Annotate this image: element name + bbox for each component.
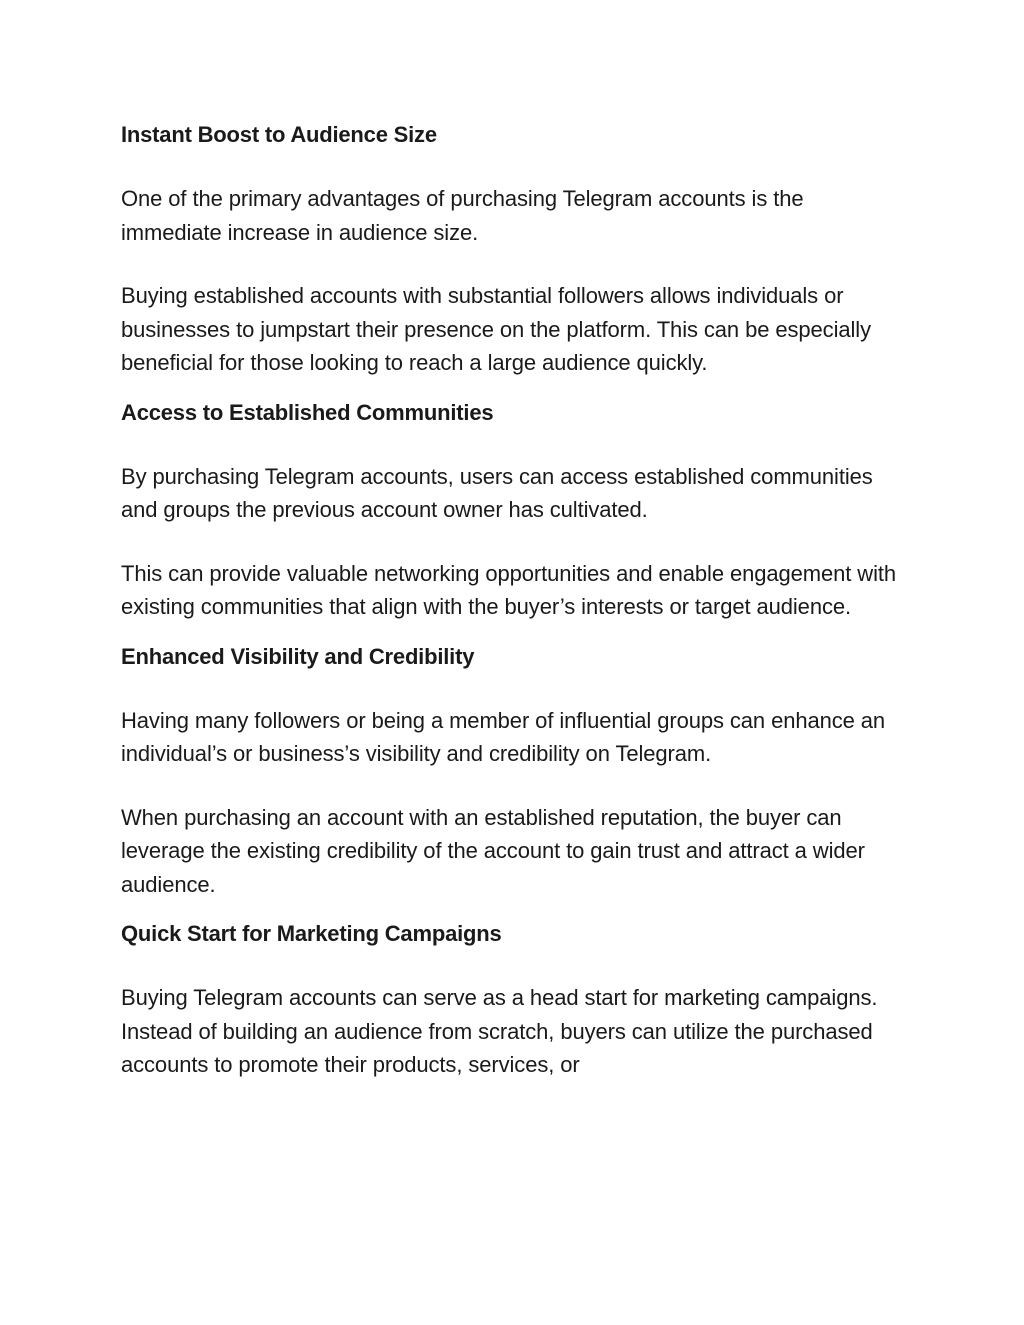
section-heading: Instant Boost to Audience Size	[121, 122, 437, 147]
paragraph: When purchasing an account with an established reputation, the buyer can leverage the existing credibility of the account to gain trust and attract a wider audience.	[121, 804, 865, 897]
paragraph: Having many followers or being a member of influential groups can enhance an individual’s or business’s visibility and credibility on Telegram.	[121, 707, 886, 766]
paragraph: One of the primary advantages of purchasing Telegram accounts is the immediate increase in audience size.	[121, 186, 804, 245]
section-heading: Quick Start for Marketing Campaigns	[121, 921, 502, 946]
paragraph: By purchasing Telegram accounts, users can access established communities and groups the previous account owner has cultivated.	[121, 463, 873, 522]
paragraph: This can provide valuable networking opportunities and enable engagement with existing communities that align with the buyer’s interests or target audience.	[121, 560, 897, 619]
section-heading: Access to Established Communities	[121, 399, 494, 425]
document-page	[121, 118, 901, 1082]
section-heading: Enhanced Visibility and Credibility	[121, 643, 475, 669]
paragraph: Buying Telegram accounts can serve as a head start for marketing campaigns. Instead of building an audience from scratch, buyers can utilize the purchased accounts to promote their products, services, or	[121, 985, 878, 1077]
paragraph: Buying established accounts with substantial followers allows individuals or businesses to jumpstart their presence on the platform. This can be especially beneficial for those looking to reach a large audience quickly.	[121, 283, 871, 375]
